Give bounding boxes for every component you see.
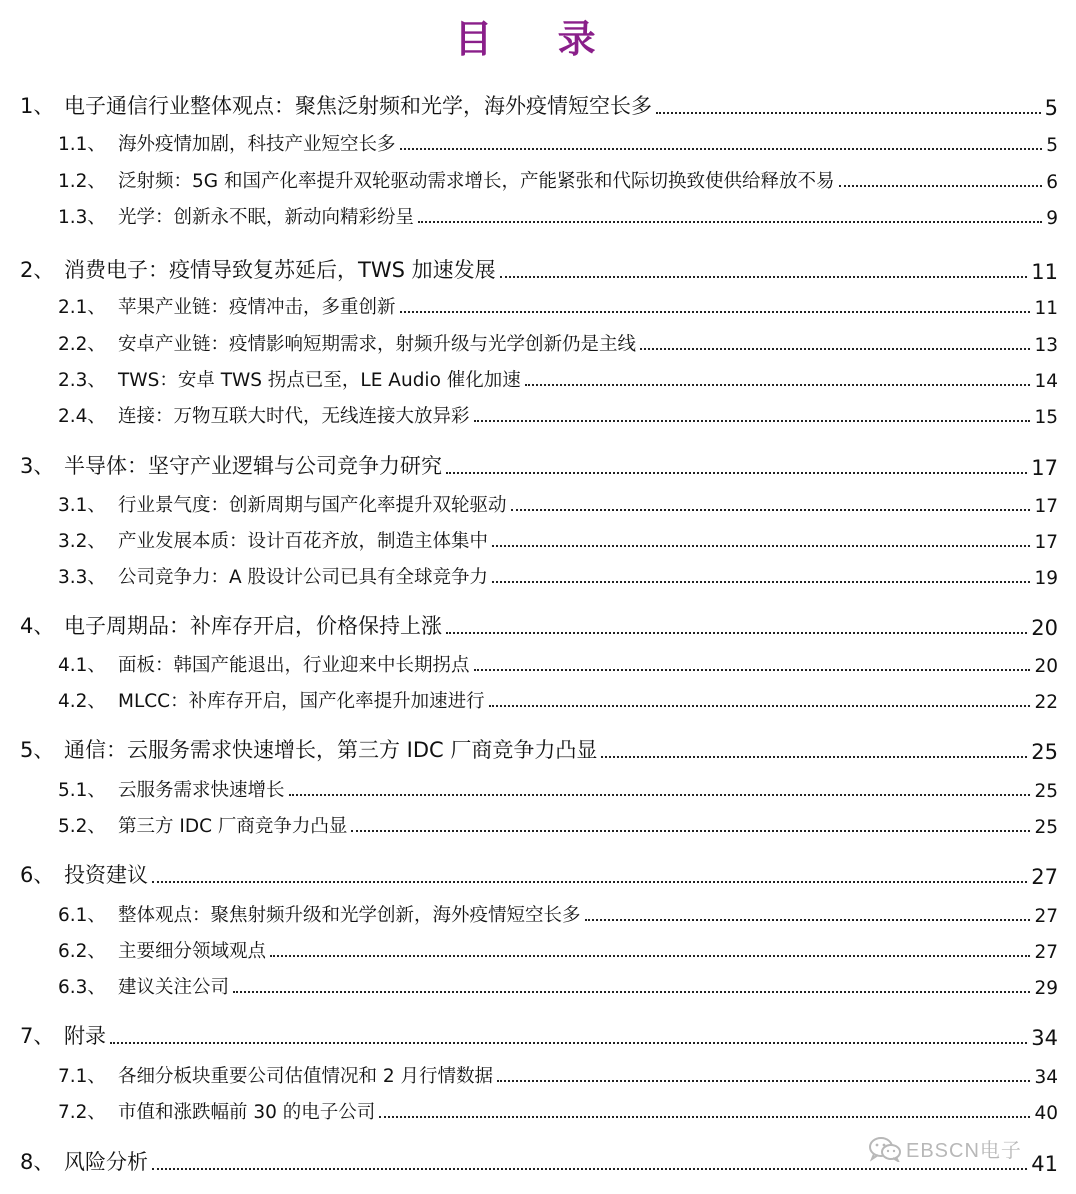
toc-entry-number: 3.3、 <box>58 567 106 588</box>
toc-entry-subsection[interactable] <box>58 328 1058 356</box>
toc-entry-title: 产业发展本质：设计百花齐放，制造主体集中 <box>118 531 489 552</box>
toc-entry-number: 2.3、 <box>58 370 106 391</box>
toc-entry-title: 电子周期品：补库存开启，价格保持上涨 <box>64 614 442 638</box>
toc-entry-section[interactable] <box>20 1020 1058 1050</box>
toc-entry-page: 17 <box>1034 496 1058 517</box>
dot-leader <box>152 1168 1027 1170</box>
dot-leader <box>656 112 1041 114</box>
dot-leader <box>640 348 1030 350</box>
toc-entry-page: 13 <box>1034 335 1058 356</box>
toc-entry-number: 1、 <box>20 94 55 118</box>
page-title: 目 录 <box>454 16 622 61</box>
toc-entry-number: 3.2、 <box>58 531 106 552</box>
toc-entry-page: 34 <box>1031 1026 1058 1050</box>
toc-entry-title: 建议关注公司 <box>118 977 230 998</box>
toc-entry-number: 6.1、 <box>58 905 106 926</box>
toc-entry-number: 2.1、 <box>58 297 106 318</box>
toc-entry-page: 40 <box>1034 1103 1058 1124</box>
toc-entry-subsection[interactable] <box>58 685 1058 713</box>
toc-entry-title: 消费电子：疫情导致复苏延后，TWS 加速发展 <box>64 258 496 282</box>
toc-entry-page: 17 <box>1031 456 1058 480</box>
toc-entry-title: 海外疫情加剧，科技产业短空长多 <box>118 134 396 155</box>
toc-entry-subsection[interactable] <box>58 774 1058 802</box>
dot-leader <box>400 148 1043 150</box>
toc-entry-number: 6.3、 <box>58 977 106 998</box>
dot-leader <box>152 881 1027 883</box>
toc-entry-number: 2、 <box>20 258 55 282</box>
toc-entry-page: 27 <box>1031 865 1058 889</box>
toc-entry-page: 6 <box>1046 172 1058 193</box>
toc-entry-page: 14 <box>1034 371 1058 392</box>
toc-entry-number: 6、 <box>20 863 55 887</box>
toc-entry-title: 附录 <box>64 1024 106 1048</box>
toc-entry-subsection[interactable] <box>58 489 1058 517</box>
dot-leader <box>525 384 1031 386</box>
toc-entry-page: 25 <box>1034 781 1058 802</box>
toc-entry-number: 7.1、 <box>58 1066 106 1087</box>
toc-entry-subsection[interactable] <box>58 201 1058 229</box>
toc-entry-title: 行业景气度：创新周期与国产化率提升双轮驱动 <box>118 495 507 516</box>
dot-leader <box>497 1080 1030 1082</box>
toc-entry-page: 20 <box>1031 616 1058 640</box>
toc-entry-subsection[interactable] <box>58 128 1058 156</box>
toc-entry-number: 5.1、 <box>58 780 106 801</box>
toc-entry-section[interactable] <box>20 254 1058 284</box>
toc-entry-title: TWS：安卓 TWS 拐点已至，LE Audio 催化加速 <box>118 370 521 391</box>
toc-entry-number: 2.2、 <box>58 334 106 355</box>
dot-leader <box>351 830 1030 832</box>
dot-leader <box>474 420 1031 422</box>
toc-entry-subsection[interactable] <box>58 810 1058 838</box>
toc-entry-page: 34 <box>1034 1067 1058 1088</box>
toc-entry-title: 第三方 IDC 厂商竞争力凸显 <box>118 816 348 837</box>
toc-entry-page: 15 <box>1034 407 1058 428</box>
toc-entry-page: 5 <box>1044 96 1058 120</box>
toc-entry-number: 3、 <box>20 454 55 478</box>
toc-entry-number: 1.2、 <box>58 171 106 192</box>
toc-entry-number: 1.3、 <box>58 207 106 228</box>
toc-entry-page: 11 <box>1034 298 1058 319</box>
toc-entry-subsection[interactable] <box>58 561 1058 589</box>
dot-leader <box>110 1042 1027 1044</box>
watermark <box>868 1134 1022 1163</box>
toc-entry-title: 半导体：坚守产业逻辑与公司竞争力研究 <box>64 454 442 478</box>
toc-entry-subsection[interactable] <box>58 971 1058 999</box>
dot-leader <box>379 1116 1030 1118</box>
toc-entry-page: 25 <box>1031 740 1058 764</box>
toc-entry-number: 4.1、 <box>58 655 106 676</box>
toc-entry-page: 5 <box>1046 135 1058 156</box>
dot-leader <box>492 545 1030 547</box>
toc-entry-subsection[interactable] <box>58 400 1058 428</box>
toc-entry-title: 面板：韩国产能退出，行业迎来中长期拐点 <box>118 655 470 676</box>
dot-leader <box>289 794 1031 796</box>
toc-entry-subsection[interactable] <box>58 899 1058 927</box>
toc-entry-subsection[interactable] <box>58 291 1058 319</box>
toc-entry-title: 投资建议 <box>64 863 148 887</box>
toc-entry-number: 4.2、 <box>58 691 106 712</box>
toc-entry-page: 17 <box>1034 532 1058 553</box>
toc-entry-title: 连接：万物互联大时代，无线连接大放异彩 <box>118 406 470 427</box>
toc-entry-number: 7、 <box>20 1024 55 1048</box>
toc-entry-page: 25 <box>1034 817 1058 838</box>
toc-entry-page: 29 <box>1034 978 1058 999</box>
toc-entry-subsection[interactable] <box>58 364 1058 392</box>
toc-entry-title: MLCC：补库存开启，国产化率提升加速进行 <box>118 691 485 712</box>
dot-leader <box>585 919 1031 921</box>
toc-entry-number: 7.2、 <box>58 1102 106 1123</box>
toc-entry-subsection[interactable] <box>58 1060 1058 1088</box>
dot-leader <box>446 632 1027 634</box>
dot-leader <box>446 472 1027 474</box>
toc-entry-title: 泛射频：5G 和国产化率提升双轮驱动需求增长，产能紧张和代际切换致使供给释放不易 <box>118 171 835 192</box>
toc-entry-subsection[interactable] <box>58 935 1058 963</box>
dot-leader <box>601 756 1027 758</box>
watermark-text: EBSCN电子 <box>906 1140 1022 1162</box>
toc-entry-title: 安卓产业链：疫情影响短期需求，射频升级与光学创新仍是主线 <box>118 334 637 355</box>
toc-entry-subsection[interactable] <box>58 1096 1058 1124</box>
toc-entry-subsection[interactable] <box>58 525 1058 553</box>
toc-entry-title: 整体观点：聚焦射频升级和光学创新，海外疫情短空长多 <box>118 905 581 926</box>
toc-entry-number: 8、 <box>20 1150 55 1174</box>
toc-entry-title: 主要细分领域观点 <box>118 941 267 962</box>
toc-entry-page: 19 <box>1034 568 1058 589</box>
toc-entry-page: 27 <box>1034 906 1058 927</box>
toc-entry-section[interactable] <box>20 610 1058 640</box>
toc-entry-section[interactable] <box>20 734 1058 764</box>
dot-leader <box>474 669 1031 671</box>
dot-leader <box>270 955 1030 957</box>
toc-entry-title: 云服务需求快速增长 <box>118 780 285 801</box>
toc-entry-title: 风险分析 <box>64 1150 148 1174</box>
dot-leader <box>233 991 1030 993</box>
toc-entry-title: 公司竞争力：A 股设计公司已具有全球竞争力 <box>118 567 489 588</box>
toc-entry-page: 27 <box>1034 942 1058 963</box>
toc-entry-number: 4、 <box>20 614 55 638</box>
toc-entry-page: 11 <box>1031 260 1058 284</box>
dot-leader <box>839 185 1043 187</box>
toc-entry-page: 9 <box>1046 208 1058 229</box>
dot-leader <box>492 581 1030 583</box>
dot-leader <box>400 311 1031 313</box>
toc-entry-title: 各细分板块重要公司估值情况和 2 月行情数据 <box>118 1066 494 1087</box>
toc-entry-number: 3.1、 <box>58 495 106 516</box>
dot-leader <box>489 705 1031 707</box>
toc-entry-page: 22 <box>1034 692 1058 713</box>
wechat-icon <box>868 1136 902 1162</box>
toc-entry-title: 光学：创新永不眠，新动向精彩纷呈 <box>118 207 415 228</box>
toc-entry-section[interactable] <box>20 450 1058 480</box>
toc-entry-section[interactable] <box>20 859 1058 889</box>
toc-entry-title: 电子通信行业整体观点：聚焦泛射频和光学，海外疫情短空长多 <box>64 94 652 118</box>
toc-entry-subsection[interactable] <box>58 649 1058 677</box>
toc-entry-page: 41 <box>1031 1152 1058 1176</box>
dot-leader <box>500 276 1028 278</box>
toc-entry-number: 6.2、 <box>58 941 106 962</box>
toc-entry-page: 20 <box>1034 656 1058 677</box>
toc-entry-title: 通信：云服务需求快速增长，第三方 IDC 厂商竞争力凸显 <box>64 738 598 762</box>
toc-entry-title: 市值和涨跌幅前 30 的电子公司 <box>118 1102 376 1123</box>
dot-leader <box>418 221 1042 223</box>
toc-entry-number: 5.2、 <box>58 816 106 837</box>
toc-entry-number: 2.4、 <box>58 406 106 427</box>
toc-entry-number: 1.1、 <box>58 134 106 155</box>
dot-leader <box>511 509 1031 511</box>
toc-entry-subsection[interactable] <box>58 165 1058 193</box>
toc-entry-title: 苹果产业链：疫情冲击，多重创新 <box>118 297 396 318</box>
toc-entry-number: 5、 <box>20 738 55 762</box>
toc-entry-section[interactable] <box>20 90 1058 120</box>
